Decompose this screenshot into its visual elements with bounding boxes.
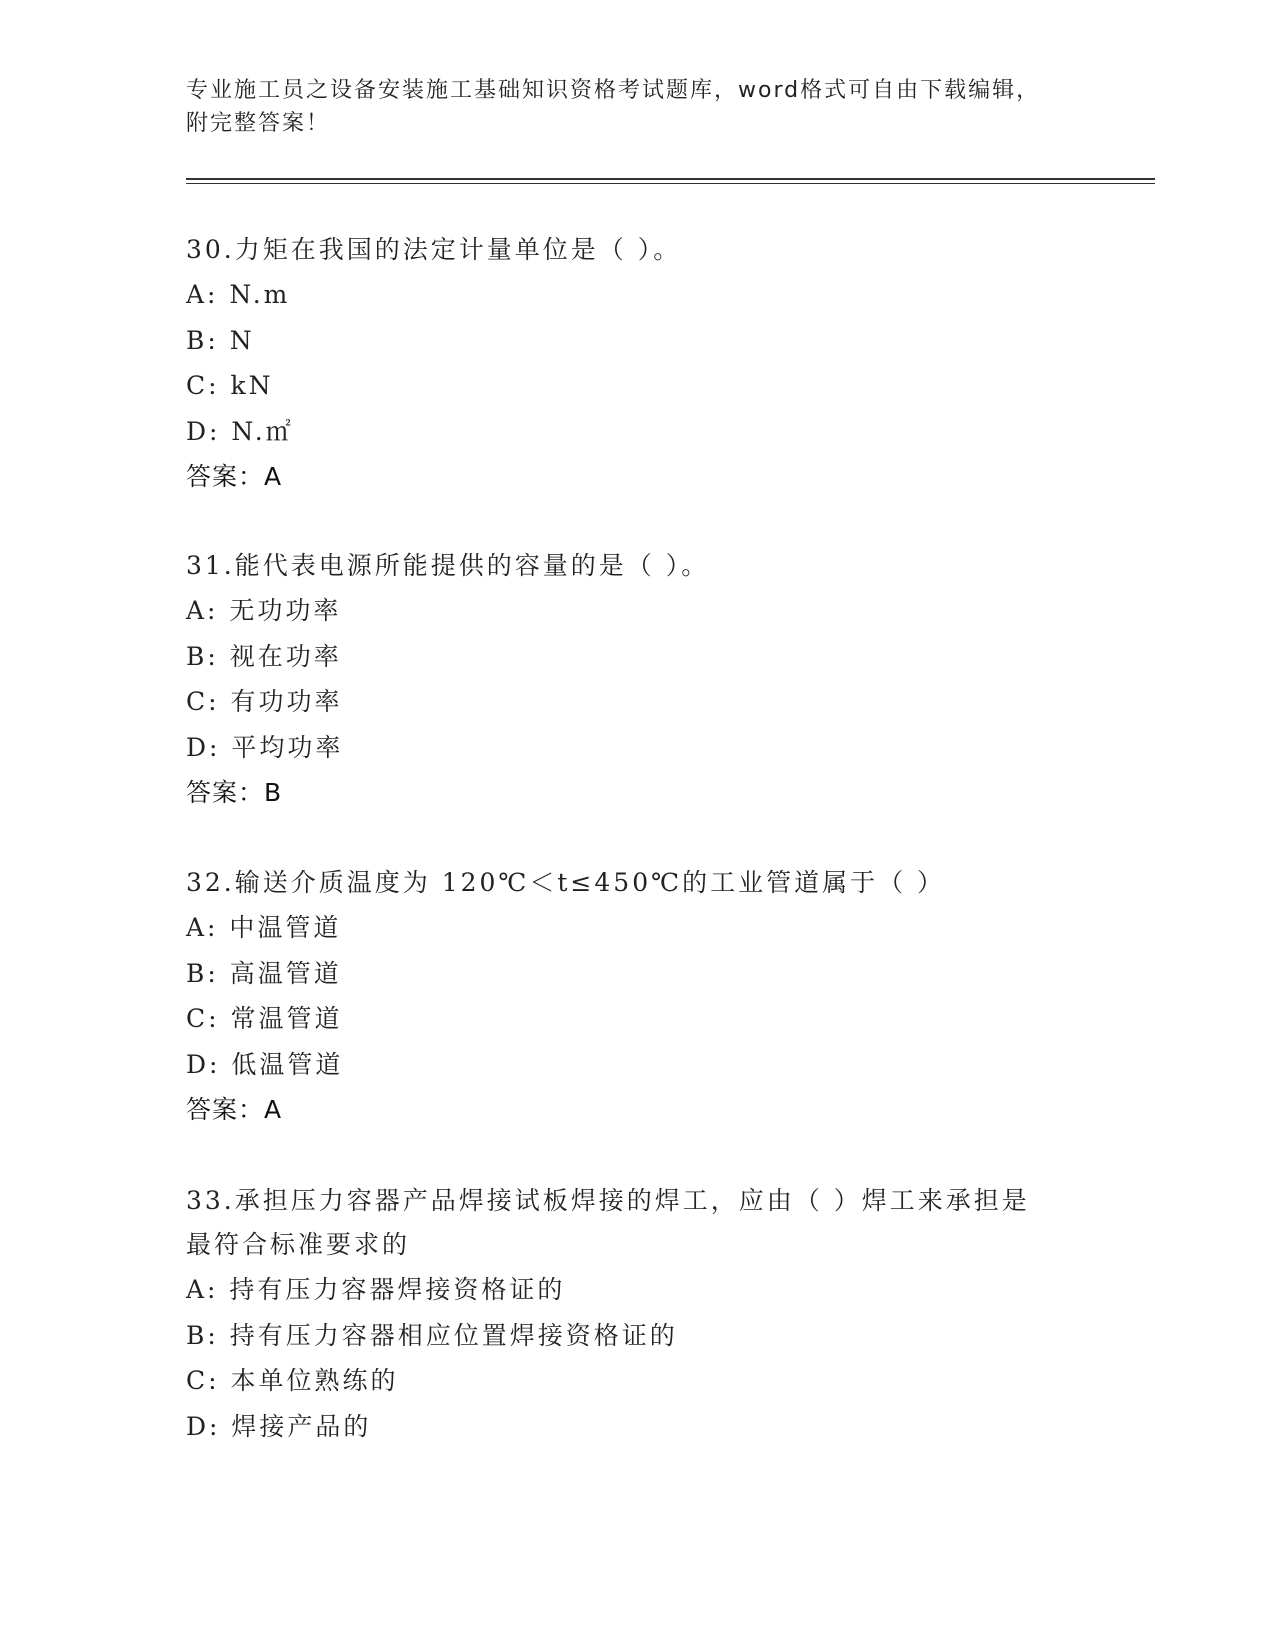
question-text: 30.力矩在我国的法定计量单位是（ ）。 bbox=[186, 235, 682, 264]
answer-line: 答案：B bbox=[186, 778, 283, 807]
option-b: B: 高温管道 bbox=[186, 958, 342, 988]
option-c: C: 常温管道 bbox=[186, 1004, 343, 1033]
header-line-1: 专业施工员之设备安装施工基础知识资格考试题库，word格式可自由下载编辑， bbox=[186, 78, 1041, 103]
option-b: B: 持有压力容器相应位置焊接资格证的 bbox=[186, 1320, 678, 1350]
answer-line: 答案：A bbox=[186, 1095, 283, 1124]
option-d: D: 低温管道 bbox=[186, 1049, 344, 1079]
document-header bbox=[186, 74, 1066, 140]
option-a: A: 中温管道 bbox=[186, 913, 342, 942]
option-d: D: 平均功率 bbox=[186, 732, 344, 762]
option-d: D: N.㎡ bbox=[186, 416, 294, 446]
question-32 bbox=[186, 861, 1086, 1133]
header-divider-thick bbox=[186, 178, 1155, 180]
option-c: C: 有功功率 bbox=[186, 687, 343, 716]
option-c: C: 本单位熟练的 bbox=[186, 1366, 399, 1395]
option-a: A: N.m bbox=[186, 280, 291, 309]
question-text: 32.输送介质温度为 120℃＜t≤450℃的工业管道属于（ ） bbox=[186, 868, 946, 897]
question-30 bbox=[186, 228, 1086, 500]
question-33 bbox=[186, 1179, 1086, 1449]
option-a: A: 持有压力容器焊接资格证的 bbox=[186, 1275, 566, 1304]
option-b: B: 视在功率 bbox=[186, 641, 342, 671]
option-a: A: 无功功率 bbox=[186, 596, 342, 625]
question-text-line-2: 最符合标准要求的 bbox=[186, 1230, 411, 1259]
question-text-line-1: 33.承担压力容器产品焊接试板焊接的焊工，应由（ ）焊工来承担是 bbox=[186, 1186, 1030, 1215]
option-c: C: kN bbox=[186, 371, 274, 400]
answer-line: 答案：A bbox=[186, 462, 283, 491]
header-divider-thin bbox=[186, 183, 1155, 184]
header-line-2: 附完整答案！ bbox=[186, 111, 331, 136]
option-b: B: N bbox=[186, 325, 255, 355]
question-text: 31.能代表电源所能提供的容量的是（ ）。 bbox=[186, 551, 710, 580]
question-31 bbox=[186, 544, 1086, 816]
option-d: D: 焊接产品的 bbox=[186, 1411, 372, 1441]
